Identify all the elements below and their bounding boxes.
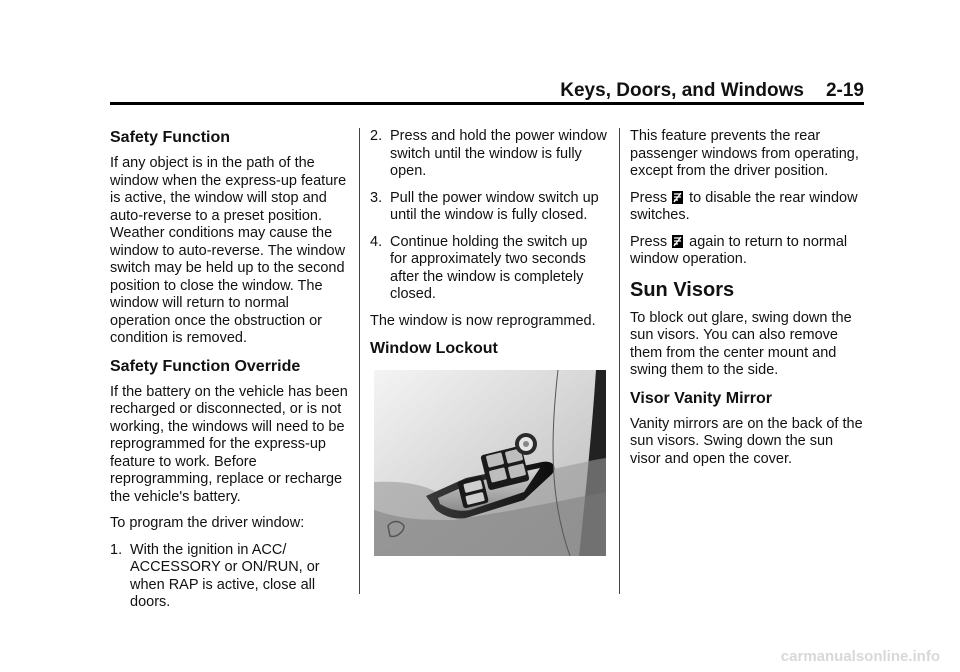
vanity-mirror-heading: Visor Vanity Mirror	[630, 389, 772, 407]
lockout-disable-text	[630, 190, 866, 225]
column-divider-2	[619, 128, 620, 594]
list-item	[370, 190, 608, 225]
page-header	[110, 80, 864, 102]
door-switch-photo	[374, 370, 606, 556]
window-lockout-heading: Window Lockout	[370, 340, 498, 357]
window-lockout-icon	[672, 191, 683, 204]
column-3	[630, 128, 866, 477]
list-item	[370, 234, 608, 304]
header-rule	[110, 102, 864, 105]
program-intro: To program the driver window:	[110, 515, 305, 531]
list-item	[110, 542, 352, 612]
list-number: 4.	[370, 233, 383, 250]
list-number: 3.	[370, 189, 383, 206]
list-item	[370, 128, 608, 181]
disable-text: to disable the rear window switches.	[630, 189, 858, 223]
enable-text: again to return to normal window operation.	[630, 233, 848, 267]
reprogrammed-text: The window is now reprogrammed.	[370, 312, 596, 329]
safety-function-heading: Safety Function	[110, 129, 231, 146]
window-lockout-icon	[672, 235, 683, 248]
column-divider-1	[359, 128, 360, 594]
list-text: With the ignition in ACC/ ACCESSORY or ON/RUN, or when RAP is active, close all doors.	[130, 541, 320, 610]
column-1	[110, 128, 352, 621]
watermark: carmanualsonline.info	[780, 648, 940, 665]
press-label: Press	[630, 189, 668, 206]
lockout-enable-text	[630, 234, 866, 269]
vanity-mirror-text: Vanity mirrors are on the back of the sun visors. Swing down the sun visor and open the cover.	[630, 415, 863, 467]
lockout-feature-text: This feature prevents the rear passenger windows from operating, except from the driver position.	[630, 128, 859, 179]
list-text: Pull the power window switch up until the window is fully closed.	[390, 189, 599, 223]
list-text: Continue holding the switch up for approximately two seconds after the window is completely closed.	[390, 233, 588, 302]
list-number: 1.	[110, 541, 123, 558]
safety-override-heading: Safety Function Override	[110, 357, 301, 375]
page-number: 2-19	[825, 80, 864, 101]
safety-function-text: If any object is in the path of the window when the express-up feature is active, the window will stop and auto-reverse to a preset position. Weather conditions may cause the window to auto-reverse. The window switch may be held up to the second position to close the window. The window will return to normal operation once the obstruction or condition is removed.	[110, 155, 347, 346]
sun-visors-heading: Sun Visors	[630, 278, 735, 301]
sun-visors-text: To block out glare, swing down the sun visors. You can also remove them from the center mount and swing them to the side.	[630, 309, 852, 378]
column-2	[370, 128, 608, 556]
safety-override-text: If the battery on the vehicle has been recharged or disconnected, or is not working, the windows will need to be reprogrammed for the express-up feature to work. Before reprogramming, replace or recharge the vehicle's battery.	[110, 383, 348, 505]
list-number: 2.	[370, 128, 383, 144]
section-title: Keys, Doors, and Windows	[560, 80, 804, 101]
press-label: Press	[630, 233, 668, 250]
list-text: Press and hold the power window switch until the window is fully open.	[390, 128, 607, 179]
